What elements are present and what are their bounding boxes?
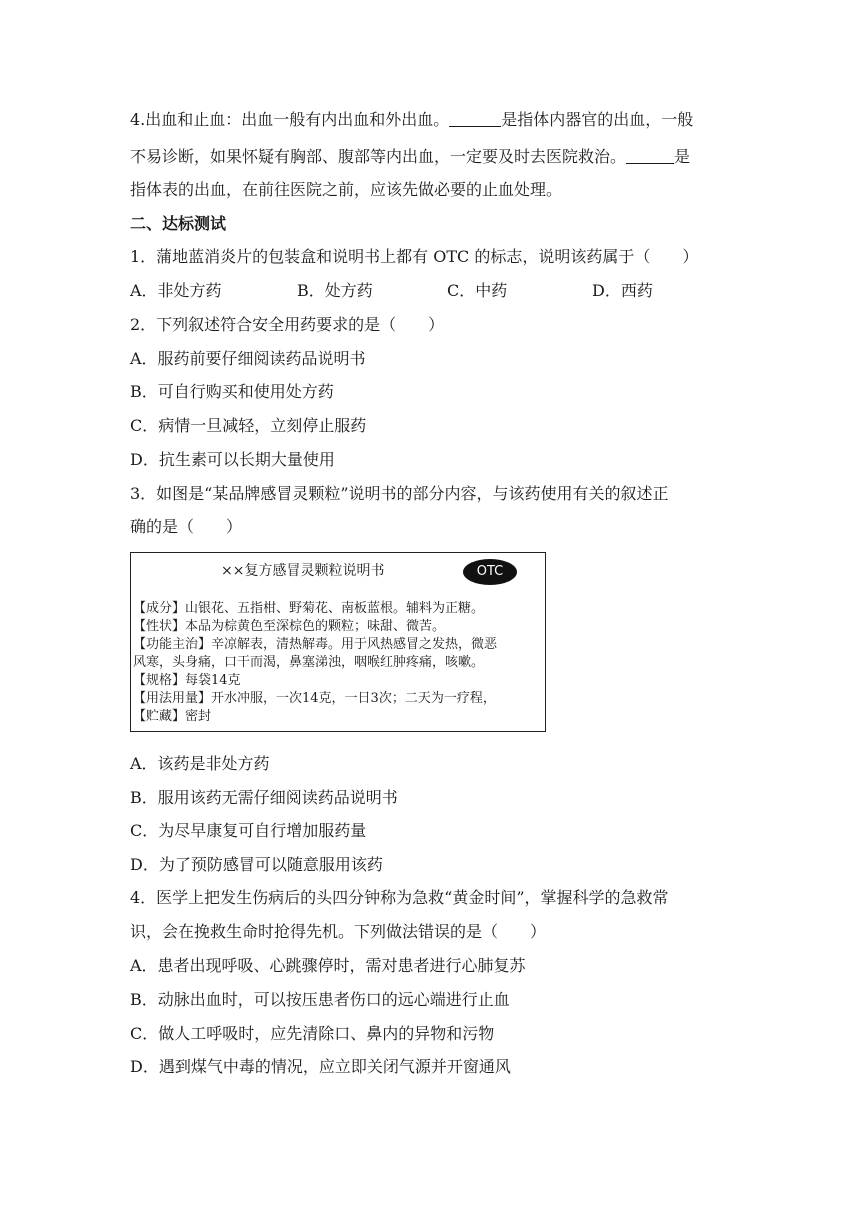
section-title: 二、达标测试 xyxy=(130,214,227,233)
question-4-option-c[interactable]: C．做人工呼吸时，应先清除口、鼻内的异物和污物 xyxy=(130,1024,495,1043)
figure-line: 【规格】每袋14克 xyxy=(133,673,241,688)
figure-line: 风寒，头身痛，口干而渴，鼻塞涕浊，咽喉红肿疼痛，咳嗽。 xyxy=(133,655,485,670)
medicine-label-figure xyxy=(130,552,546,732)
question-3-option-b[interactable]: B．服用该药无需仔细阅读药品说明书 xyxy=(130,788,398,807)
figure-line: 【贮藏】密封 xyxy=(133,709,212,724)
intro-line-1 xyxy=(130,110,693,130)
question-2-option-d[interactable]: D．抗生素可以长期大量使用 xyxy=(130,450,335,469)
question-1-option-d[interactable]: D．西药 xyxy=(592,281,653,300)
intro-line-3: 指体表的出血，在前往医院之前，应该先做必要的止血处理。 xyxy=(130,180,563,199)
figure-line: 【功能主治】辛凉解表，清热解毒。用于风热感冒之发热，微恶 xyxy=(133,637,498,652)
intro-text: 4.出血和止血：出血一般有内出血和外出血。 xyxy=(130,110,450,129)
question-4-option-a[interactable]: A．患者出现呼吸、心跳骤停时，需对患者进行心肺复苏 xyxy=(130,956,526,975)
question-3-stem-line-2: 确的是（ ） xyxy=(130,517,243,536)
question-2-option-a[interactable]: A．服药前要仔细阅读药品说明书 xyxy=(130,349,366,368)
figure-line: 【性状】本品为棕黄色至深棕色的颗粒；味甜、微苦。 xyxy=(133,619,446,634)
question-3-stem-line-1: 3．如图是“某品牌感冒灵颗粒”说明书的部分内容，与该药使用有关的叙述正 xyxy=(130,484,669,503)
question-4-stem-line-1: 4．医学上把发生伤病后的头四分钟称为急救“黄金时间”，掌握科学的急救常 xyxy=(130,888,669,907)
question-4-option-b[interactable]: B．动脉出血时，可以按压患者伤口的远心端进行止血 xyxy=(130,990,510,1009)
question-1-option-c[interactable]: C．中药 xyxy=(447,281,508,300)
question-1-stem: 1．蒲地蓝消炎片的包装盒和说明书上都有 OTC 的标志，说明该药属于（ ） xyxy=(130,247,699,266)
question-2-option-b[interactable]: B．可自行购买和使用处方药 xyxy=(130,382,334,401)
intro-text: 不易诊断，如果怀疑有胸部、腹部等内出血，一定要及时去医院救治。 xyxy=(130,147,627,166)
figure-line: 【用法用量】开水冲服，一次14克，一日3次；二天为一疗程， xyxy=(133,691,496,706)
answer-blank[interactable] xyxy=(626,147,674,164)
question-4-stem-line-2: 识，会在挽救生命时抢得先机。下列做法错误的是（ ） xyxy=(130,922,547,941)
question-1-option-a[interactable]: A．非处方药 xyxy=(130,281,222,300)
figure-title: ××复方感冒灵颗粒说明书 xyxy=(221,563,385,579)
intro-text: 是 xyxy=(674,147,691,166)
question-4-option-d[interactable]: D．遇到煤气中毒的情况，应立即关闭气源并开窗通风 xyxy=(130,1057,511,1076)
question-3-option-a[interactable]: A．该药是非处方药 xyxy=(130,754,270,773)
question-2-stem: 2．下列叙述符合安全用药要求的是（ ） xyxy=(130,315,445,334)
figure-line: 【成分】山银花、五指柑、野菊花、南板蓝根。辅料为正糖。 xyxy=(133,601,485,616)
question-1-option-b[interactable]: B．处方药 xyxy=(297,281,373,300)
question-3-option-c[interactable]: C．为尽早康复可自行增加服药量 xyxy=(130,821,367,840)
question-3-option-d[interactable]: D．为了预防感冒可以随意服用该药 xyxy=(130,855,383,874)
intro-line-2 xyxy=(130,147,690,167)
answer-blank[interactable] xyxy=(449,110,501,127)
otc-badge: OTC xyxy=(463,559,517,585)
intro-text: 是指体内器官的出血，一般 xyxy=(501,110,694,129)
question-2-option-c[interactable]: C．病情一旦减轻，立刻停止服药 xyxy=(130,416,367,435)
